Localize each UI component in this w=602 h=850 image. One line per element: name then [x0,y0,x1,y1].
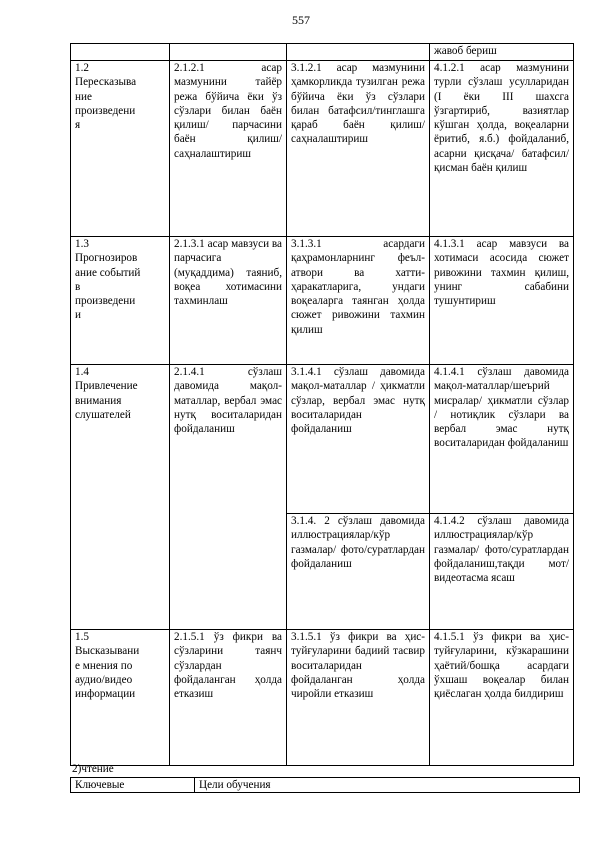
grade3-cell: 3.1.4.1 сўзлаш давомида мақол-маталлар / ҳикматли сўзлар, вербал эмас нутқ воситаларидан фойдаланиш [287,365,430,514]
grade2-cell: 2.1.4.1 сўзлаш давомида мақол-маталлар, вербал эмас нутқ воситаларидан фойдаланиш [170,365,287,514]
grade4-cell: 4.1.3.1 асар мавзуси ва хотимаси асосида сюжет ривожини тахмин қилиш, унинг сабабини тушунтириш [430,237,574,365]
row-code-cell [71,44,170,61]
grade4-cell: 4.1.4.1 сўзлаш давомида мақол-маталлар/шеърий мисралар/ ҳикматли сўзлар / нотиқлик сўзлари ва вербал эмас нутқ воситаларидан фойдаланиш [430,365,574,514]
grade3-cell: 3.1.2.1 асар мазмунини ҳамкорликда тузилган режа бўйича ёки ўз сўзлари билан батафсил/тинглашга қараб баён қилиш/ саҳналаштириш [287,61,430,237]
grade2-cell [170,514,287,630]
grade3-cell [287,44,430,61]
curriculum-table [70,43,574,766]
table-row [71,61,574,237]
row-code-cell: 1.5 Высказывани е мнения по аудио/видео информации [71,630,170,766]
table-row [71,237,574,365]
goals-col-key: Ключевые [71,778,195,793]
goals-table [70,777,580,793]
goals-col-goals: Цели обучения [195,778,580,793]
table-row [71,514,574,630]
grade4-cell: жавоб бериш [430,44,574,61]
grade3-cell: 3.1.5.1 ўз фикри ва ҳис-туйғуларини бадиий тасвир воситаларидан фойдаланган ҳолда чиройли етказиш [287,630,430,766]
grade3-cell: 3.1.4. 2 сўзлаш давомида иллюстрациялар/кўр газмалар/ фото/суратлардан фойдаланиш [287,514,430,630]
grade4-cell: 4.1.5.1 ўз фикри ва ҳис-туйғуларини, кўзкарашини ҳаётий/бошқа асардаги ўхшаш воқеалар билан қиёслаган ҳолда билдириш [430,630,574,766]
row-code-cell [71,514,170,630]
table-row [71,365,574,514]
table-row [71,630,574,766]
grade2-cell: 2.1.2.1 асар мазмунини тайёр режа бўйича ёки ўз сўзлари билан баён қилиш/ парчасини баён қилиш/ саҳналаштириш [170,61,287,237]
grade4-cell: 4.1.2.1 асар мазмунини турли сўзлаш усулларидан (I ёки III шахсга ўзгартириб, вазиятлар кўшган ҳолда, воқеаларни ёритиб, я.б.) фойдаланиб, асарни қисқача/ батафсил/ қисман баён қилиш [430,61,574,237]
page-number: 557 [292,13,310,27]
grade2-cell: 2.1.3.1 асар мавзуси ва парчасига (муқаддима) таяниб, воқеа хотимасини тахминлаш [170,237,287,365]
row-code-cell: 1.4 Привлечение внимания слушателей [71,365,170,514]
grade2-cell: 2.1.5.1 ўз фикри ва сўзларини таянч сўзлардан фойдаланган ҳолда етказиш [170,630,287,766]
grade4-cell: 4.1.4.2 сўзлаш давомида иллюстрациялар/кўр газмалар/ фото/суратлардан фойдаланиш,тақди мот/ видеотасма ясаш [430,514,574,630]
table-row [71,44,574,61]
goals-header-row [71,778,580,793]
row-code-cell: 1.2 Пересказыва ние произведени я [71,61,170,237]
grade2-cell [170,44,287,61]
grade3-cell: 3.1.3.1 асардаги қаҳрамонларнинг феъл-атвори ва хатти-ҳаракатларига, ундаги воқеаларга таянган ҳолда сюжет ривожини тахмин қилиш [287,237,430,365]
section-label: 2)чтение [72,763,114,775]
row-code-cell: 1.3 Прогнозиров ание событий в произведени и [71,237,170,365]
